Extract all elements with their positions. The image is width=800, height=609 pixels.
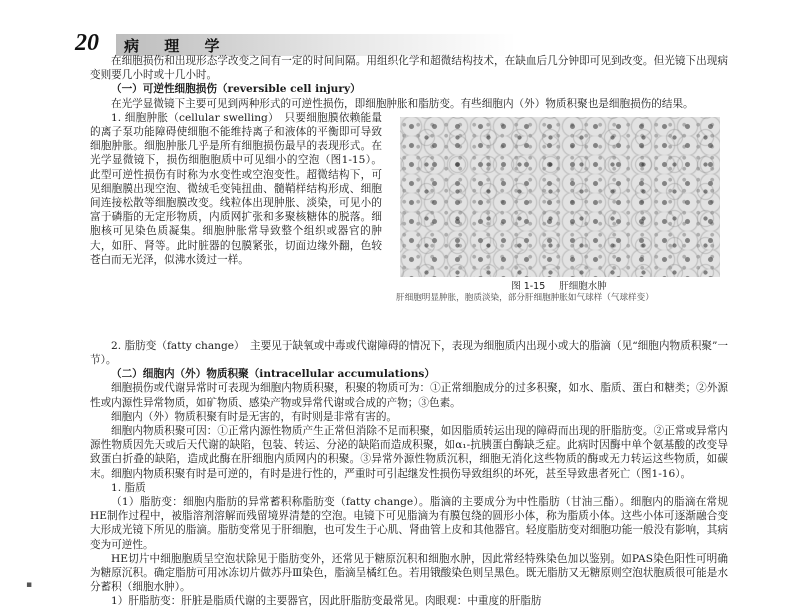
paragraph-intro: 在细胞损伤和出现形态学改变之间有一定的时间间隔。用组织化学和超微结构技术，在缺血后几分钟即可见到改变。但光镜下出现病变则要几小时或十几小时。 — [90, 55, 728, 82]
paragraph-liver-steatosis: 1）肝脂肪变：肝脏是脂质代谢的主要器官，因此肝脂肪变最常见。肉眼观：中重度的肝脂肪 — [111, 595, 542, 608]
page-number: 20 — [75, 30, 99, 56]
paragraph-steatosis: （1）脂肪变：细胞内脂肪的异常蓄积称脂肪变（fatty change）。脂滴的主要成分为中性脂肪（甘油三酯）。细胞内的脂滴在常规HE制作过程中，被脂溶剂溶解而残留境界清楚的空泡。电镜下可见脂滴为有膜包绕的圆形小体，称为脂质小体。这些小体可逐渐融合变大形成光镜下所见的脂滴。脂肪变常见于肝细胞，也可发生于心肌、肾曲管上皮和其他器官。轻度脂肪变对细胞功能一般没有影响，其病变为可逆性。 — [90, 496, 728, 551]
subheading-lipids: 1. 脂质 — [111, 481, 146, 494]
paragraph-fatty-change: 2. 脂肪变（fatty change） 主要见于缺氧或中毒或代谢障碍的情况下，表现为细胞质内出现小或大的脂滴（见“细胞内物质积聚”一节）。 — [90, 339, 728, 367]
figure-1-15 — [390, 117, 728, 319]
paragraph-staining: HE切片中细胞胞质呈空泡状除见于脂肪变外，还常见于糖原沉积和细胞水肿，因此常经特殊染色加以鉴别。如PAS染色阳性可明确为糖原沉积。确定脂肪可用冰冻切片做苏丹Ⅲ染色，脂滴呈橘红色。若用锇酸染色则呈黑色。既无脂肪又无糖原则空泡状胞质很可能是水分蓄积（细胞水肿）。 — [90, 552, 728, 594]
book-title: 病 理 学 — [124, 37, 230, 55]
paragraph-harm: 细胞内（外）物质积聚有时是无害的，有时则是非常有害的。 — [111, 410, 398, 423]
text-figure-wrap — [90, 111, 728, 339]
micrograph-image — [400, 117, 720, 277]
paragraph-accumulation-types: 细胞损伤或代谢异常时可表现为细胞内物质积聚，积聚的物质可为：①正常细胞成分的过多积聚，如水、脂质、蛋白和糖类；②外源性或内源性异常物质，如矿物质、感染产物或异常代谢或合成的产物；③色素。 — [90, 382, 728, 409]
footer-mark: ▪ — [26, 580, 33, 590]
section-heading-accumulations: （二）细胞内（外）物质积聚（intracellular accumulations） — [111, 368, 435, 381]
paragraph-reversible-forms: 在光学显微镜下主要可见到两种形式的可逆性损伤，即细胞肿胀和脂肪变。有些细胞内（外）物质积聚也是细胞损伤的结果。 — [111, 97, 694, 110]
section-heading-reversible-injury: （一）可逆性细胞损伤（reversible cell injury） — [111, 83, 361, 96]
figure-title: 肝细胞水肿 — [559, 280, 607, 292]
page-header — [0, 18, 800, 58]
paragraph-cellular-swelling: 1. 细胞肿胀（cellular swelling） 只要细胞膜依赖能量的离子泵功能障碍使细胞不能维持离子和液体的平衡即可导致细胞肿胀。细胞肿胀几乎是所有细胞损伤最早的表现形式。在光学显微镜下，损伤细胞胞质中可见细小的空泡（图1-15）。此型可逆性损伤有时称为水变性或空泡变性。超微结构下，可见细胞膜出现空泡、微绒毛变钝扭曲、髓鞘样结构形成、细胞间连接松散等细胞膜改变。线粒体出现肿胀、淡染，可见小的富于磷脂的无定形物质，内质网扩张和多聚核糖体的脱落。细胞核可见染色质凝集。细胞肿胀常导致整个组织或器官的肿大，如肝、肾等。此时脏器的包膜紧张，切面边缘外翻，色较苍白而无光泽，似沸水烫过一样。 — [90, 111, 382, 266]
figure-label: 图 1-15 — [511, 280, 546, 292]
figure-caption — [390, 281, 728, 293]
figure-description: 肝细胞明显肿胀，胞质淡染，部分肝细胞肿胀如气球样（气球样变） — [396, 292, 654, 303]
page-body — [90, 54, 728, 609]
paragraph-causes: 细胞内物质积聚可因：①正常内源性物质产生正常但消除不足而积聚，如因脂质转运出现的障碍而出现的肝脂肪变。②正常或异常内源性物质因先天或后天代谢的缺陷，包装、转运、分泌的缺陷而造成积聚，如α₁-抗胰蛋白酶缺乏症。此病时因酶中单个氨基酸的改变导致蛋白折叠的缺陷，造成此酶在肝细胞内质网内的积聚。③异常外源性物质沉积，细胞无消化这些物质的酶或无力转运这些物质，如碳末。细胞内物质积聚有时是可逆的，有时是进行性的，严重时可引起继发性损伤导致组织的坏死，甚至导致患者死亡（图1-16）。 — [90, 425, 728, 480]
